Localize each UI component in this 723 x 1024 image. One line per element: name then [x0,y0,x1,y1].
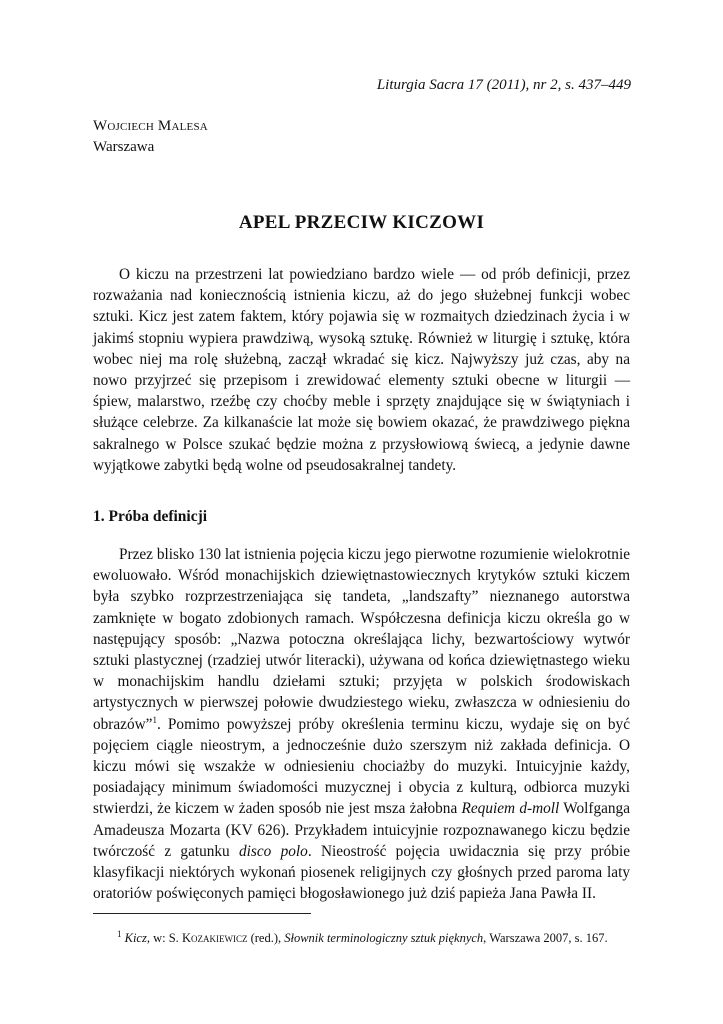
intro-paragraph-block [93,264,630,476]
author-city: Warszawa [93,139,155,155]
para-text-4: . Nieostrość pojęcia uwidacznia się przy próbie klasyfikacji niektórych wykonań piosenek religijnych czy głośnych przed paroma laty oratoriów poświęconych pamięci błogosławionego już dziś papieża Jana Pawła II. [93,842,630,903]
footnote-number: 1 [117,928,122,939]
article-title: APEL PRZECIW KICZOWI [238,212,485,233]
footnote-book-title: Słownik terminologiczny sztuk pięknych [284,931,484,945]
footnote [93,930,633,946]
footnote-reference: 1 [152,714,157,725]
intro-paragraph: O kiczu na przestrzeni lat powiedziano bardzo wiele — od prób definicji, przez rozważania nad koniecznością istnienia kiczu, aż do jego służebnej funkcji wobec sztuki. Kicz jest zatem faktem, który pojawia się w rozmaitych dziedzinach życia i w jakimś stopniu wypiera prawdziwą, wysoką sztukę. Również w liturgię i sztukę, która wobec niej ma rolę służebną, zaczął wkradać się kicz. Najwyższy już czas, aby na nowo przyjrzeć się przepisom i zrewidować elementy sztuki obecne w liturgii — śpiew, malarstwo, rzeźbę czy choćby meble i sprzęty znajdujące się w świątyniach i służące celebrze. Za kilkanaście lat może się bowiem okazać, że prawdziwego piękna sakralnego w Polsce szukać będzie można z przysłowiową świecą, a jedynie dawne wyjątkowe zabytki będą wolne od pseudosakralnej tandety. [93,266,630,474]
genre-name: disco polo [239,842,308,860]
para-text-1: Przez blisko 130 lat istnienia pojęcia kiczu jego pierwotne rozumienie wielokrotnie ewoluowało. Wśród monachijskich dziewiętnastowiecznych krytyków sztuki kiczem była szybko rozprzestrzeniająca się tandeta, „landszafty” nieznanego autorstwa zamknięte w bogato zdobionych ramach. Współczesna definicja kiczu określa go w następujący sposób: „Nazwa potoczna określająca lichy, bezwartościowy wytwór sztuki plastycznej (rzadziej utwór literacki), używana od końca dziewiętnastego wieku w monachijskim handlu dziełami sztuki; przyjęta w polskich środowiskach artystycznych w pierwszej połowie dwudziestego wieku, zwłaszcza w odniesieniu do obrazów” [93,546,630,733]
footnote-editor: Kozakiewicz [181,931,248,945]
work-title: Requiem d-moll [461,800,560,818]
journal-citation: Liturgia Sacra 17 (2011), nr 2, s. 437–449 [376,77,631,93]
footnote-term: Kicz [124,931,147,945]
footnote-text-3: , Warszawa 2007, s. 167. [483,931,608,945]
para-text-2: . Pomimo powyższej próby określenia terminu kiczu, wydaje się on być pojęciem ciągle nieostrym, a jednocześnie dużo szerszym niż zakłada definicja. O kiczu mówi się wszakże w odniesieniu chociażby do muzyki. Intuicyjnie każdy, posiadający minimum świadomości muzycznej i obycia z kulturą, odbiorca muzyki stwierdzi, że kiczem w żaden sposób nie jest msza żałobna [93,715,630,818]
para-text-3: Wolfganga Amadeusza Mozarta (KV 626). Przykładem intuicyjnie rozpoznawanego kiczu będzie twórczość z gatunku [93,800,630,860]
footnote-divider [93,913,311,914]
footnote-text-1: , w: S. [146,931,182,945]
section-paragraph-block [93,544,630,904]
author-block [93,116,208,158]
section-paragraph [93,544,630,904]
section-heading: 1. Próba definicji [93,508,208,525]
author-name: Wojciech Malesa [93,118,208,134]
footnote-text-2: (red.), [247,931,285,945]
